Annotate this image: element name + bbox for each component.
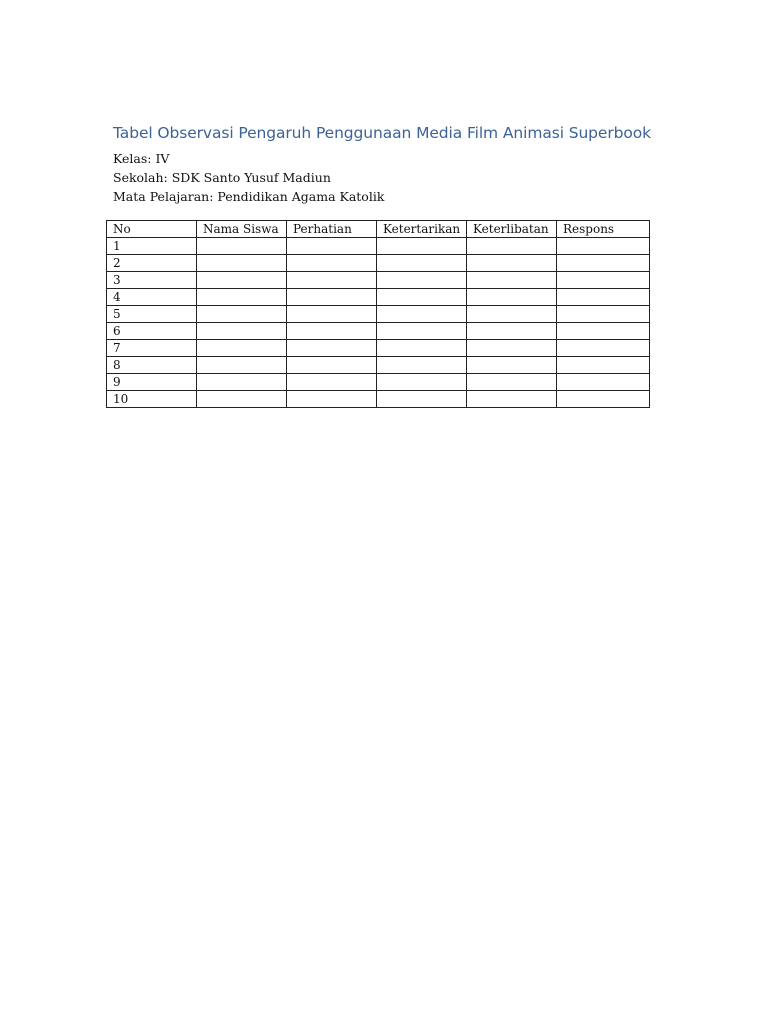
header-no: No (107, 221, 197, 238)
cell-nama-siswa (197, 340, 287, 357)
cell-nama-siswa (197, 323, 287, 340)
cell-respons (557, 238, 650, 255)
cell-no: 6 (107, 323, 197, 340)
table-header-row (107, 221, 650, 238)
table-row (107, 323, 650, 340)
header-nama-siswa: Nama Siswa (197, 221, 287, 238)
cell-respons (557, 255, 650, 272)
cell-respons (557, 391, 650, 408)
cell-perhatian (287, 374, 377, 391)
cell-respons (557, 323, 650, 340)
kelas-line: Kelas: IV (113, 151, 170, 166)
table-row (107, 238, 650, 255)
header-ketertarikan: Ketertarikan (377, 221, 467, 238)
cell-no: 8 (107, 357, 197, 374)
table-row (107, 374, 650, 391)
observation-table (106, 220, 650, 408)
cell-no: 9 (107, 374, 197, 391)
cell-keterlibatan (467, 306, 557, 323)
table-row (107, 391, 650, 408)
cell-no: 7 (107, 340, 197, 357)
cell-ketertarikan (377, 238, 467, 255)
cell-no: 3 (107, 272, 197, 289)
table-row (107, 289, 650, 306)
cell-keterlibatan (467, 357, 557, 374)
cell-ketertarikan (377, 357, 467, 374)
cell-respons (557, 272, 650, 289)
header-respons: Respons (557, 221, 650, 238)
header-perhatian: Perhatian (287, 221, 377, 238)
cell-no: 1 (107, 238, 197, 255)
cell-respons (557, 357, 650, 374)
cell-ketertarikan (377, 272, 467, 289)
cell-ketertarikan (377, 391, 467, 408)
cell-ketertarikan (377, 289, 467, 306)
cell-ketertarikan (377, 323, 467, 340)
cell-keterlibatan (467, 289, 557, 306)
cell-nama-siswa (197, 357, 287, 374)
cell-keterlibatan (467, 340, 557, 357)
cell-ketertarikan (377, 255, 467, 272)
cell-perhatian (287, 323, 377, 340)
cell-perhatian (287, 272, 377, 289)
cell-keterlibatan (467, 255, 557, 272)
cell-respons (557, 340, 650, 357)
cell-nama-siswa (197, 255, 287, 272)
cell-nama-siswa (197, 391, 287, 408)
cell-perhatian (287, 391, 377, 408)
cell-no: 2 (107, 255, 197, 272)
cell-nama-siswa (197, 374, 287, 391)
cell-nama-siswa (197, 272, 287, 289)
cell-keterlibatan (467, 238, 557, 255)
cell-no: 10 (107, 391, 197, 408)
cell-respons (557, 289, 650, 306)
cell-respons (557, 374, 650, 391)
table-row (107, 272, 650, 289)
table-row (107, 306, 650, 323)
cell-keterlibatan (467, 374, 557, 391)
cell-keterlibatan (467, 323, 557, 340)
table-row (107, 255, 650, 272)
mata-pelajaran-line: Mata Pelajaran: Pendidikan Agama Katolik (113, 189, 385, 204)
cell-no: 4 (107, 289, 197, 306)
document-title: Tabel Observasi Pengaruh Penggunaan Media Film Animasi Superbook (113, 124, 652, 142)
cell-perhatian (287, 238, 377, 255)
cell-ketertarikan (377, 306, 467, 323)
cell-ketertarikan (377, 340, 467, 357)
cell-nama-siswa (197, 238, 287, 255)
cell-nama-siswa (197, 306, 287, 323)
cell-respons (557, 306, 650, 323)
cell-perhatian (287, 357, 377, 374)
header-keterlibatan: Keterlibatan (467, 221, 557, 238)
cell-perhatian (287, 289, 377, 306)
cell-keterlibatan (467, 391, 557, 408)
cell-no: 5 (107, 306, 197, 323)
cell-keterlibatan (467, 272, 557, 289)
cell-ketertarikan (377, 374, 467, 391)
cell-nama-siswa (197, 289, 287, 306)
cell-perhatian (287, 255, 377, 272)
table-row (107, 340, 650, 357)
table-row (107, 357, 650, 374)
cell-perhatian (287, 340, 377, 357)
sekolah-line: Sekolah: SDK Santo Yusuf Madiun (113, 170, 331, 185)
cell-perhatian (287, 306, 377, 323)
